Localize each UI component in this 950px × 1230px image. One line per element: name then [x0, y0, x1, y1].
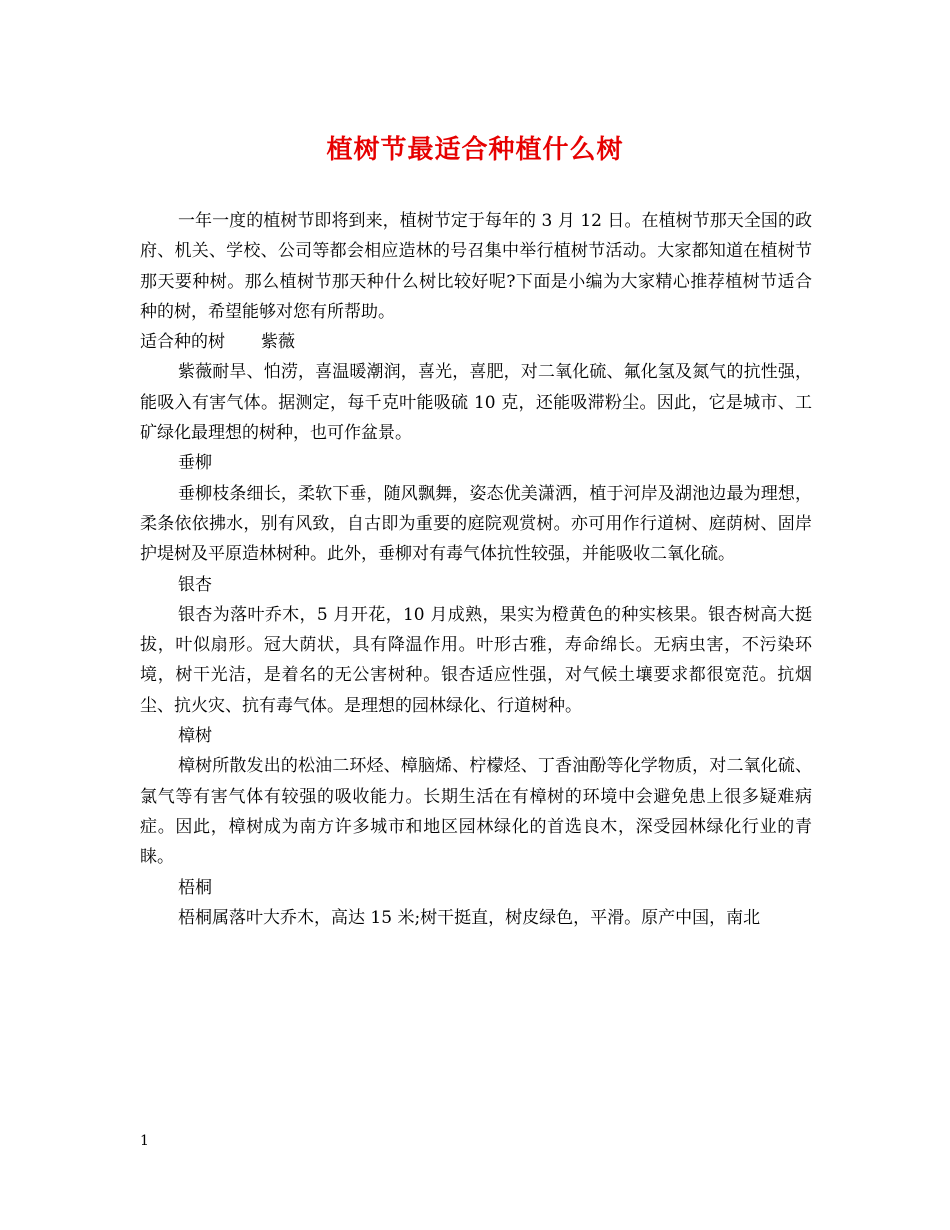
tree-name-wutong: 梧桐: [178, 877, 212, 898]
document-title: 植树节最适合种植什么树: [326, 135, 624, 165]
tree-paragraph-chuiliu: 垂柳枝条细长，柔软下垂，随风飘舞，姿态优美潇洒，植于河岸及湖池边最为理想，柔条依依拂水，别有风致，自古即为重要的庭院观赏树。亦可用作行道树、庭荫树、固岸护堤树及平原造林树种。此外，垂柳对有毒气体抗性较强，并能吸收二氧化硫。: [140, 483, 812, 565]
tree-name-ziwei: 紫薇: [261, 332, 295, 353]
tree-paragraph-yinxing: 银杏为落叶乔木，5 月开花，10 月成熟，果实为橙黄色的种实核果。银杏树高大挺拔，叶似扇形。冠大荫状，具有降温作用。叶形古雅，寿命绵长。无病虫害，不污染环境，树干光洁，是着名的无公害树种。银杏适应性强，对气候土壤要求都很宽范。抗烟尘、抗火灾、抗有毒气体。是理想的园林绿化、行道树种。: [140, 604, 812, 716]
tree-paragraph-ziwei: 紫薇耐旱、怕涝，喜温暖潮润，喜光，喜肥，对二氧化硫、氟化氢及氮气的抗性强，能吸入有害气体。据测定，每千克叶能吸硫 10 克，还能吸滞粉尘。因此，它是城市、工矿绿化最理想的树种，也可作盆景。: [140, 362, 812, 444]
tree-paragraph-wutong: 梧桐属落叶大乔木，高达 15 米;树干挺直，树皮绿色，平滑。原产中国，南北: [178, 907, 761, 928]
intro-paragraph: 一年一度的植树节即将到来，植树节定于每年的 3 月 12 日。在植树节那天全国的政府、机关、学校、公司等都会相应造林的号召集中举行植树节活动。大家都知道在植树节那天要种树。那么植树节那天种什么树比较好呢?下面是小编为大家精心推荐植树节适合种的树，希望能够对您有所帮助。: [140, 211, 812, 322]
document-body: [140, 206, 812, 933]
tree-name-chuiliu: 垂柳: [178, 453, 212, 474]
tree-name-yinxing: 银杏: [178, 574, 212, 595]
tree-paragraph-zhangshu: 樟树所散发出的松油二环烃、樟脑烯、柠檬烃、丁香油酚等化学物质，对二氧化硫、氯气等有害气体有较强的吸收能力。长期生活在有樟树的环境中会避免患上很多疑难病症。因此，樟树成为南方许多城市和地区园林绿化的首选良木，深受园林绿化行业的青睐。: [140, 756, 812, 868]
section-heading-label: 适合种的树: [140, 332, 225, 353]
tree-name-zhangshu: 樟树: [178, 726, 212, 747]
page-number: 1: [140, 1133, 149, 1149]
section-heading-line: [140, 327, 812, 357]
